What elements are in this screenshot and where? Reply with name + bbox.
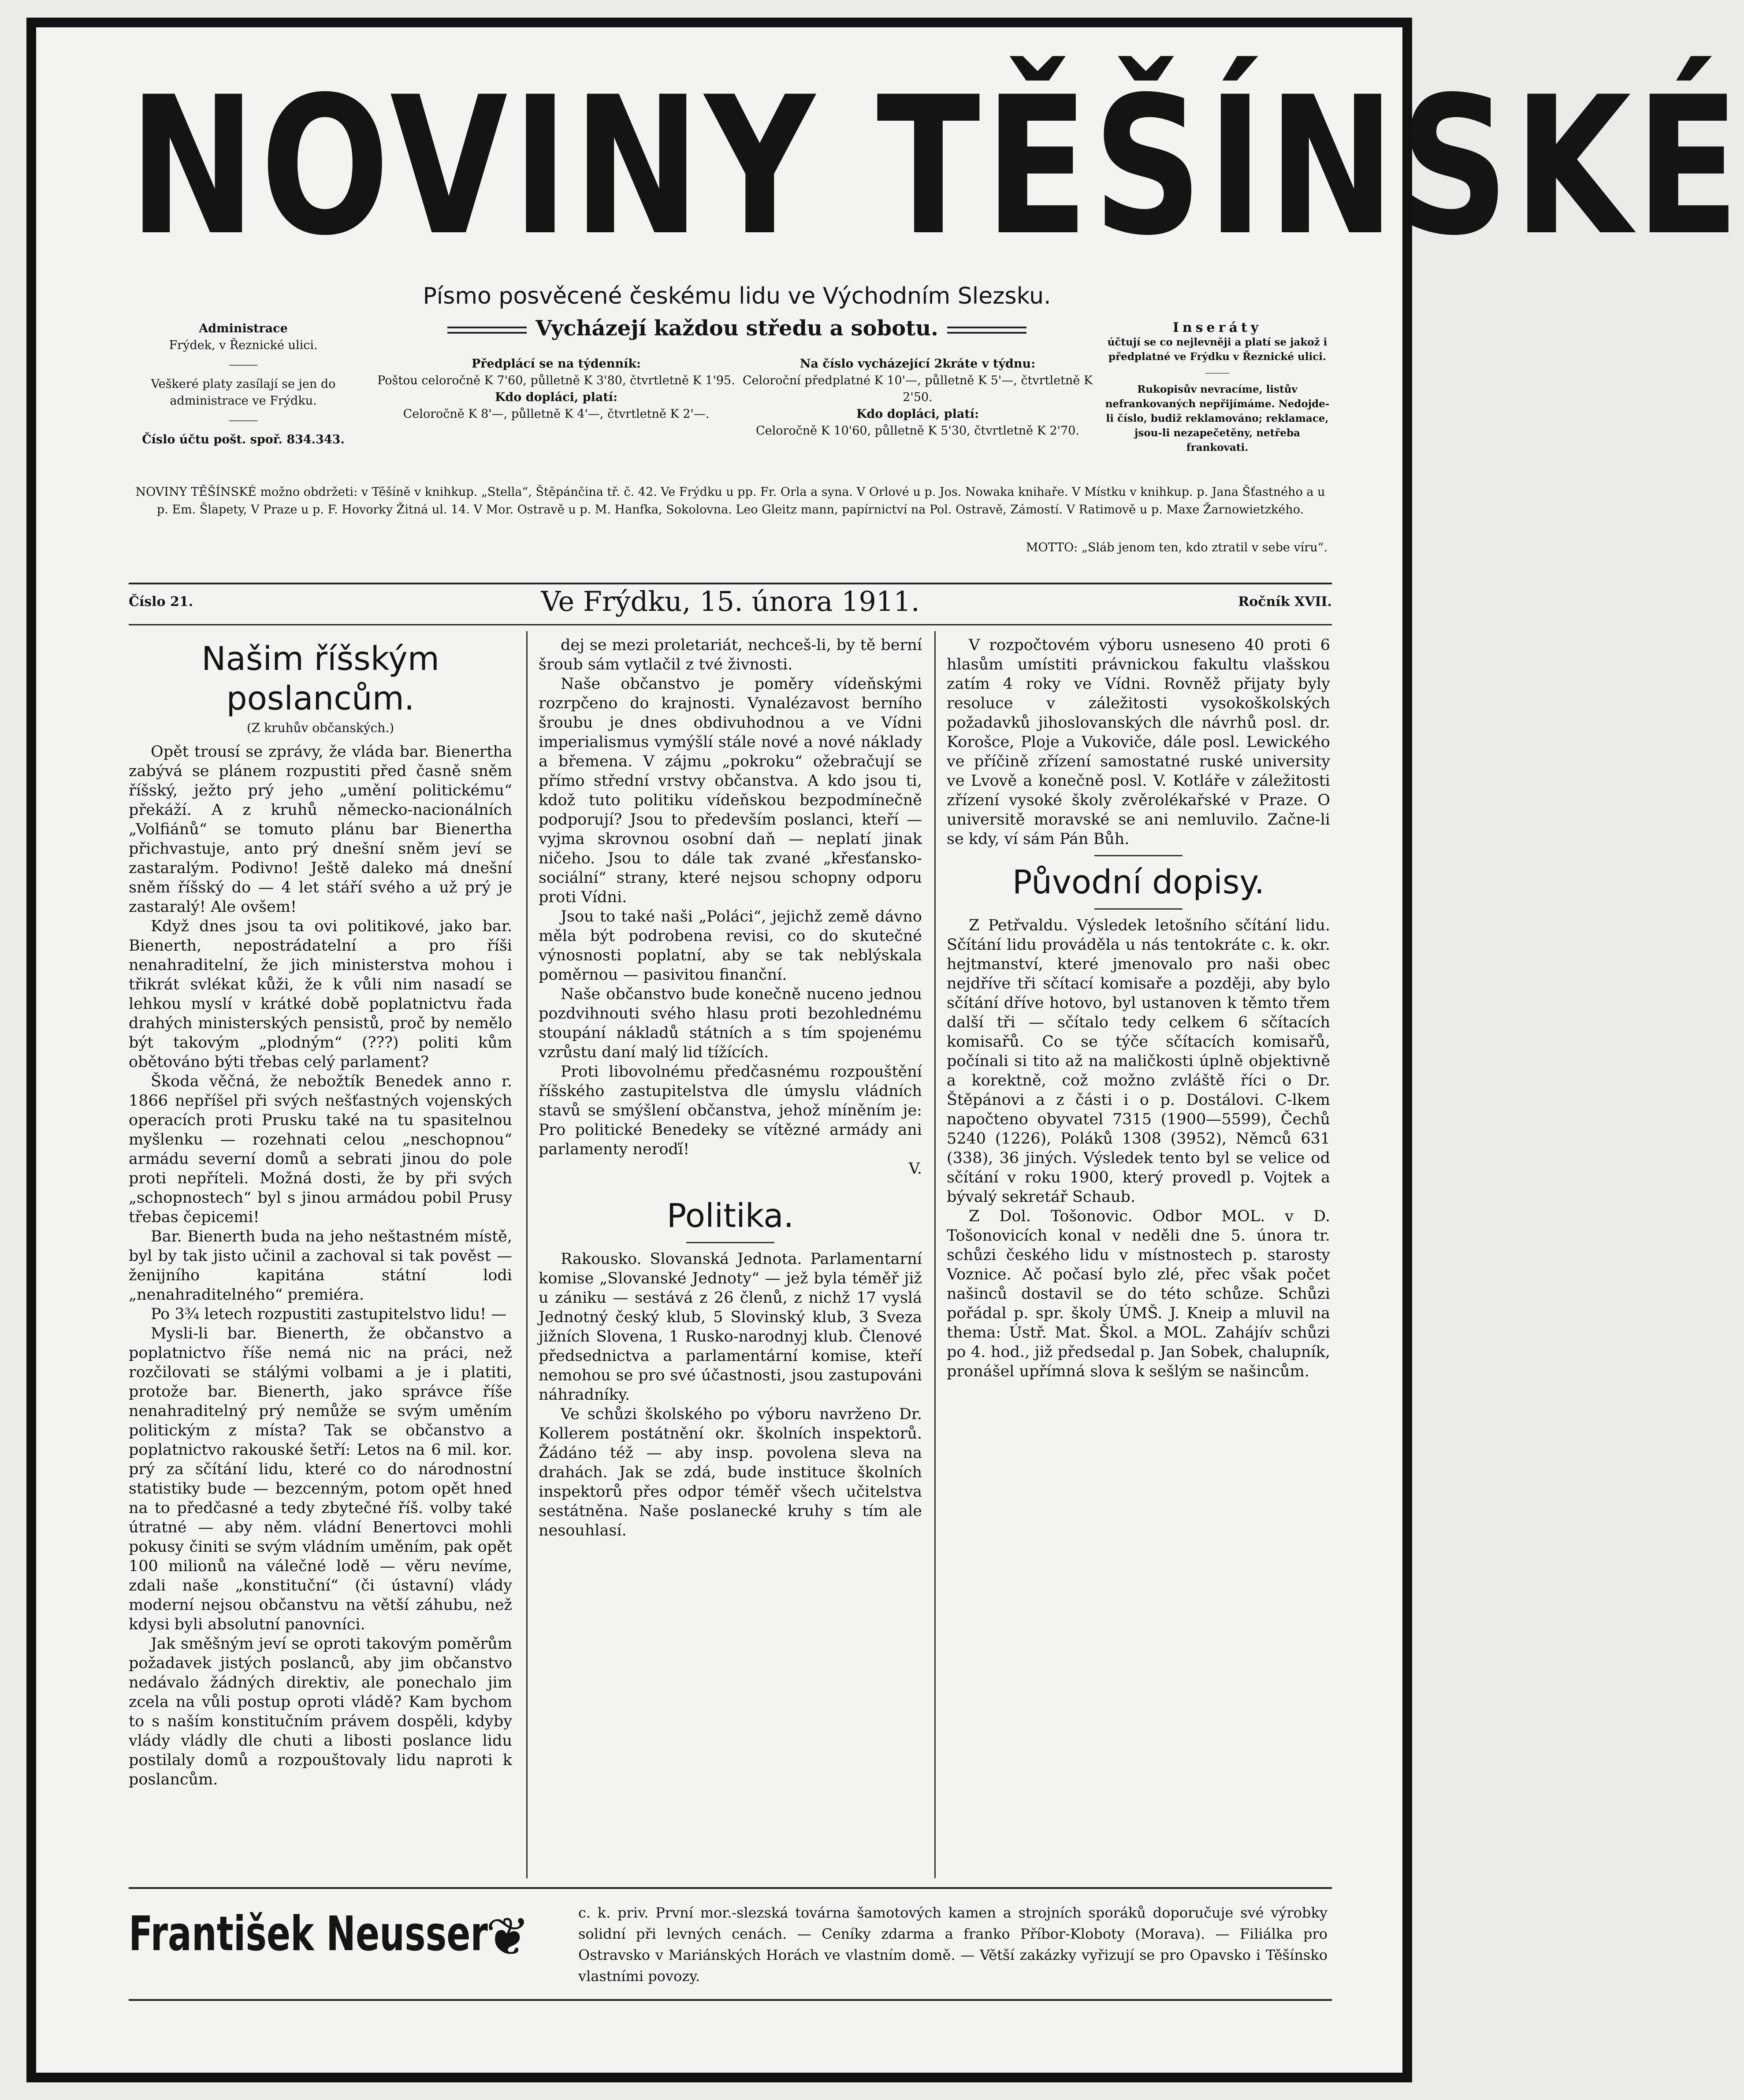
paragraph: Naše občanstvo bude konečně nuceno jednou pozdvihnouti svého hlasu proti bezohlednému stoupání nákladů státních a s tím spojenému vzrůstu daní malý lid tížících. xyxy=(539,985,922,1061)
prices-twice: Na číslo vycházející 2kráte v týdnu: Celoroční předplatné K 10'—, půlletně K 5'—, čtvrtletně K 2'50. Kdo dopláci, platí: Celoročně K 10'60, půlletně K 5'30, čtvrtletně K 2'70. xyxy=(742,357,1093,438)
inserty-box: Inseráty účtují se co nejlevněji a platí se jakož i předplatné ve Frýdku v Řeznické ulici. ⸻ Rukopisův nevracíme, listův nefrankovaných nepřijímáme. Nedojde-li číslo, budiž reklamováno; reklamace, jsou-li nezapečetěny, netřeba frankovati. xyxy=(1105,320,1330,453)
paragraph: Když dnes jsou ta ovi politikové, jako bar. Bienerth, nepostrádatelní a pro říši nenahraditelní, že jich ministerstva mohou i třikrát svlékat kůži, že k vůli nim nasadí se lehkou myslí v krátké době poplatnictvu řada drahých ministerských pensistů, proč by nemělo být takovým „plodným“ (???) politi kům obětováno býti třebas celý parlament? xyxy=(129,918,512,1071)
paragraph: Po 3¾ letech rozpustiti zastupitelstvo lidu! — xyxy=(151,1305,507,1323)
admin-box: Administrace Frýdek, v Řeznické ulici. ⸻ Veškeré platy zasílají se jen do administrace ve Frýdku. ⸻ Číslo účtu pošt. spoř. 834.343. xyxy=(142,322,345,446)
paragraph: Opět trousí se zprávy, že vláda bar. Bienertha zabývá se plánem rozpustiti před časně sněm říšský, ježto prý jeho „umění politickému“ překáží. A z kruhů německo-nacionálních „Volfiánů“ se tomuto plánu bar Bienertha přichvastuje, anto prý dnešní sněm jeví se zastaralým. Podivno! Ještě dalekо má dnešní sněm říšský do — 4 let stáří svého a už prý je zastaralý! Ale ovšem! xyxy=(129,743,512,916)
newspaper-page xyxy=(26,18,1744,2082)
paragraph: Jsou to také naši „Poláci“, jejichž země dávno měla být podrobena revisi, co do skutečné výnosnosti poplatní, aby se tak neblýskala poměrnou — pasivitou finanční. xyxy=(539,908,922,984)
paragraph: Z Petřvaldu. Výsledek letošního sčítání lidu. Sčítání lidu prováděla u nás tentokráte c. k. okr. hejtmanství, které jmenovalo pro naši obec nejdříve tři sčítací komisaře a později, aby bylo sčítání dříve hotovo, byl ustanoven k těmto třem další tři — sčítalo tedy celkem 6 sčítacích komisařů. Co se týče sčítacích komisařů, počínali si tito až na maličkosti úplně objektivně a korektně, což možno zvláště říci o Dr. Štěpánovi a z části i o p. Dostálovi. C-lkem napočteno obyvatel 7315 (1900—5599), Čechů 5240 (1226), Poláků 1308 (3952), Němců 631 (338), 36 jiných. Výsledek tento byl se velice od sčítání v roku 1900, který provedl p. Vojtek a bývalý sekretář Schaub. xyxy=(947,917,1330,1206)
politics-body xyxy=(539,1249,922,1540)
distribution-note: NOVINY TĚŠÍNSKÉ možno obdržeti: v Těšíně v knihkup. „Stella“, Štěpánčina tř. č. 42. Ve Frýdku u pp. Fr. Orla a syna. V Orlové u p. Jos. Nowaka knihaře. V Místku v knihkup. p. Jana Šťastného a u p. Em. Šlapety, V Praze u p. F. Hovorky Žitná ul. 14. V Mor. Ostravě u p. M. Hanfka, Sokolovna. Leo Gleitz mann, papírnictví na Pol. Ostravě, Zámostí. V Ratimově u p. Maxe Žarnowietzkého. xyxy=(135,485,1325,517)
paragraph: Jak směšným jeví se oproti takovým poměrům požadavek jistých poslanců, aby jim občanstvo nedávalo žádných direktiv, ale ponechalo jim zcela na vůli postup oproti vládě? Kam bychom to s naším konstitučním právem dospěli, kdyby vlády vládly dle chuti a libosti poslance lidu postilaly domů a rozpouštovaly lidu naproti k poslancům. xyxy=(129,1635,512,1788)
column-2: dej se mezi proletariát, nechceš-li, by tě berní šroub sám vytlačil z tvé živnosti. Naše občanstvo je poměry vídeňskými rozrpčeno do krajnosti. Vynalézavost berního šroubu je dnes obdivuhodnou a ve Vídni imperialismus vymýšlí stále nové a nové náklady a břemena. V zájmu „pokroku“ ožebračují se přímo střední vrstvy občanstva. A kdo jsou ti, kdož tuto politiku vídeňskou bezpodmínečně podporují? Jsou to především poslanci, kteří — vyjma skrovnou osobní daň — neplatí jinak ničeho. Jsou to dále tak zvané „křesťansko-sociální“ strany, které nejsou schopny odporu proti Vídni. Jsou to také naši „Poláci“, jejichž země dávno měla být podrobena revisi, co do skutečné výnosnosti poplatní, aby se tak neblýskala poměrnou — pasivitou finanční. Naše občanstvo bude konečně nuceno jednou pozdvihnouti svého hlasu proti bezohlednému stoupání nákladů státních a s tím spojenému vzrůstu daní malý lid tížících. Proti libovolnému předčasnému rozpouštění říšského zastupitelstva dle úmyslu vládních stavů se smýšlení občanstva, jehož míněním je: Pro politické Benedeky se vítězné armády ani parlamenty neroďí! V. Politika. Rakousko. Slovanská Jednota. Parlamentarní komise „Slovanské Jednoty“ — jež byla téměř již u zániku — sestává z 26 členů, z nichž 17 vyslá Jednotný český klub, 5 Slovinský klub, 3 Sveza jižních Slovena, 1 Rusko-narodnyj klub. Členové předsednictva a parlamentární komise, kteří nemohou se pro své účastnosti, jsou zastupováni náhradníky. Ve schůzi školského po výboru navrženo Dr. Kollerem postátnění okr. školních inspektorů. Žádáno též — aby insp. povolena slevа na drahách. Jak se zdá, bude instituce školních inspektorů přes odpor téměř všech učitelstva sestátněna. Naše poslanecké kruhy s tím ale nesouhlasí. xyxy=(539,636,922,1539)
ad-text: c. k. priv. První mor.-slezská továrna šamotových kamen a strojních sporáků doporučuje své výrobky solidní při levných cenách. — Ceníky zdarma a franko Příbor-Kloboty (Morava). — Filiálka pro Ostravsko v Mariánských Horách ve vlastním domě. — Větší zakázky vyřizují se pro Opavsko i Těšínsko vlastními povozy. xyxy=(578,1904,1328,1985)
paragraph: Ve schůzi školského po výboru navrženo Dr. Kollerem postátnění okr. školních inspektorů. Žádáno též — aby insp. povolena slevа na drahách. Jak se zdá, bude instituce školních inspektorů přes odpor téměř všech učitelstva sestátněna. Naše poslanecké kruhy s tím ale nesouhlasí. xyxy=(539,1405,922,1539)
column-1: Našim říšským poslancům. (Z kruhův občanských.) Opět trousí se zprávy, že vláda bar. Bienertha zabývá se plánem rozpustiti před časně sněm říšský, ježto prý jeho „umění politickému“ překáží. A z kruhů německo-nacionálních „Volfiánů“ se tomuto plánu bar Bienertha přichvastuje, anto prý dnešní sněm jeví se zastaralým. Podivno! Ještě dalekо má dnešní sněm říšský do — 4 let stáří svého a už prý je zastaralý! Ale ovšem! Když dnes jsou ta ovi politikové, jako bar. Bienerth, nepostrádatelní a pro říši nenahraditelní, že jich ministerstva mohou i třikrát svlékat kůži, že k vůli nim nasadí se lehkou myslí v krátké době poplatnictvu řada drahých ministerských pensistů, proč by nemělo být takovým „plodným“ (???) politi kům obětováno býti třebas celý parlament? Škoda věčná, že nebožtík Benedek anno r. 1866 nepříšel při svých nešťastných vojenských operacích proti Prusku také na tu spasitelnou myšlenku — rozehnati celou „neschopnou“ armádu severní domů a sebrati jinou do pole proti nepříteli. Možná dosti, že by při svých „schopnostech“ byl s jinou armádou pobil Prusy třebas čepicemi! Bar. Bienerth buda na jeho neštastném místě, byl by tak jisto učinil a zachoval si tak pověst — ženijního kapitána státní lodi „nenahraditelného“ premiéra. Po 3¾ letech rozpustiti zastupitelstvo lidu! — Mysli-li bar. Bienerth, že občanstvo a poplatnictvo říše nemá nic na práci, než rozčilovati se stálými volbami a je i platiti, protože bar. Bienerth, jako správce říše nenahraditelný prý nemůže se svým uměním politickým z místa? Tak se občanstvo a poplatnictvo rakouské šetří: Letos na 6 mil. kor. prý za sčítání lidu, které co do národnostní statistiky bude — bezcenným, potom opět hned na to předčasné a tedy zbytečné říš. volby také útratné — aby něm. vládní Benertovci mohli pokusy činiti se svým vládním uměním, pak opět 100 milionů na válečné lodě — věru nevíme, zdali naše „konstituční“ (či ústavní) vlády moderní nejsou občanstvu na větší záhubu, než kdysi byli absolutní panovníci. Jak směšným jeví se oproti takovým poměrům požadavek jistých poslanců, aby jim občanstvo nedávalo žádných direktiv, ale ponechalo jim zcela na vůli postup oproti vládě? Kam bychom to s naším konstitučním právem dospěli, kdyby vlády vládly dle chuti a libosti poslance lidu postilaly domů a rozpouštovaly lidu naproti k poslancům. xyxy=(129,640,512,1788)
article-body xyxy=(539,636,922,1159)
letters-heading: Původní dopisy. xyxy=(1012,863,1265,901)
advertiser-name: František Neusser xyxy=(129,1907,488,1962)
politics-heading: Politika. xyxy=(666,1197,794,1235)
masthead-title: NOVINY TĚŠÍNSKÉ xyxy=(129,56,1744,278)
column-3 xyxy=(947,636,1330,1381)
dateline: Ve Frýdku, 15. února 1911. Číslo 21. Ročník XVII. xyxy=(129,583,1332,625)
article-body xyxy=(947,636,1330,849)
article-body xyxy=(129,742,512,1789)
paragraph: Naše občanstvo je poměry vídeňskými rozrpčeno do krajnosti. Vynalézavost berního šroubu je dnes obdivuhodnou a ve Vídni imperialismus vymýšlí stále nové a nové náklady a břemena. V zájmu „pokroku“ ožebračují se přímo střední vrstvy občanstva. A kdo jsou ti, kdož tuto politiku vídeňskou bezpodmínečně podporují? Jsou to především poslanci, kteří — vyjma skrovnou osobní daň — neplatí jinak ničeho. Jsou to dále tak zvané „křesťansko-sociální“ strany, které nejsou schopny odporu proti Vídni. xyxy=(539,675,922,906)
paragraph: Z Dol. Tošonovic. Odbor MOL. v D. Tošonovicích konal v neděli dne 5. února tr. schůzi českého lidu v místnostech p. starosty Voznice. Ač počasí bylo zlé, přec však počet našinců dostavil se do této schůze. Schůzi pořádal p. spr. školy ÚMŠ. J. Kneip a mluvil na thema: Ústř. Mat. Škol. a MOL. Zahájív schůzi po 4. hod., již předsedal p. Jan Sobek, chalupník, pronášel upřímná slova k sešlým se našincům. xyxy=(947,1208,1330,1380)
subtitle: Písmo posvěcené českému lidu ve Východním Slezsku. xyxy=(423,283,1051,309)
paragraph: Proti libovolnému předčasnému rozpouštění říšského zastupitelstva dle úmyslu vládních stavů se smýšlení občanstva, jehož míněním je: Pro politické Benedeky se vítězné armády ani parlamenty neroďí! xyxy=(539,1063,922,1158)
eagle-emblem-icon: ❦ xyxy=(486,1907,530,1968)
prices-weekly: Předplácí se na týdenník: Poštou celoročně K 7'60, půlletně K 3'80, čtvrtletně K 1'95. Kdo dopláci, platí: Celoročně K 8'—, půlletně K 4'—, čtvrtletně K 2'—. xyxy=(377,357,735,421)
motto: MOTTO: „Sláb jenom ten, kdo ztratil v sebe víru“. xyxy=(1026,541,1328,554)
paragraph: Škoda věčná, že nebožtík Benedek anno r. 1866 nepříšel při svých nešťastných vojenských operacích proti Prusku také na tu spasitelnou myšlenku — rozehnati celou „neschopnou“ armádu severní domů a sebrati jinou do pole proti nepříteli. Možná dosti, že by při svých „schopnostech“ byl s jinou armádou pobil Prusy třebas čepicemi! xyxy=(129,1073,512,1226)
article-heading: Našim říšským poslancům. xyxy=(201,640,439,717)
paragraph: dej se mezi proletariát, nechceš-li, by tě berní šroub sám vytlačil z tvé živnosti. xyxy=(539,636,922,673)
paragraph: Bar. Bienerth buda na jeho neštastném místě, byl by tak jisto učinil a zachoval si tak pověst — ženijního kapitána státní lodi „nenahraditelného“ premiéra. xyxy=(129,1228,512,1304)
frequency-line: Vycházejí každou středu a sobotu. xyxy=(376,316,1098,341)
paragraph: V rozpočtovém výboru usneseno 40 proti 6 hlasům umístiti právnickou fakultu vlašskou zatím 4 roky ve Vídni. Rovněž přijaty byly resoluce v záležitosti vysokoškolských požadavků jihoslovanských dle návrhů posl. dr. Korošce, Ploje a Vukoviče, dále posl. Lewického ve příčině zřízení samostatné ruské university ve Lvově a konečně posl. V. Kotláře v záležitosti zřízení vysoké školy zvěrolékařské v Praze. O universitě moravské se ani nemluvilo. Začne-li se kdy, ví sám Pán Bůh. xyxy=(947,636,1330,848)
letters-body xyxy=(947,916,1330,1381)
advertisement xyxy=(129,1887,1332,2001)
paragraph: Mysli-li bar. Bienerth, že občanstvo a poplatnictvo říše nemá nic na práci, než rozčilovati se stálými volbami a je i platiti, protože bar. Bienerth, jako správce říše nenahraditelný prý nemůže se svým uměním politickým z místa? Tak se občanstvo a poplatnictvo rakouské šetří: Letos na 6 mil. kor. prý za sčítání lidu, které co do národnostní statistiky bude — bezcenným, potom opět hned na to předčasné a tedy zbytečné říš. volby také útratné — aby něm. vládní Benertovci mohli pokusy činiti se svým vládním uměním, pak opět 100 milionů na válečné lodě — věru nevíme, zdali naše „konstituční“ (či ústavní) vlády moderní nejsou občanstvu na větší záhubu, než kdysi byli absolutní panovníci. xyxy=(129,1325,512,1633)
paragraph: Rakousko. Slovanská Jednota. Parlamentarní komise „Slovanské Jednoty“ — jež byla téměř již u zániku — sestává z 26 členů, z nichž 17 vyslá Jednotný český klub, 5 Slovinský klub, 3 Sveza jižních Slovena, 1 Rusko-narodnyj klub. Členové předsednictva a parlamentární komise, kteří nemohou se pro své účastnosti, jsou zastupováni náhradníky. xyxy=(539,1250,922,1404)
